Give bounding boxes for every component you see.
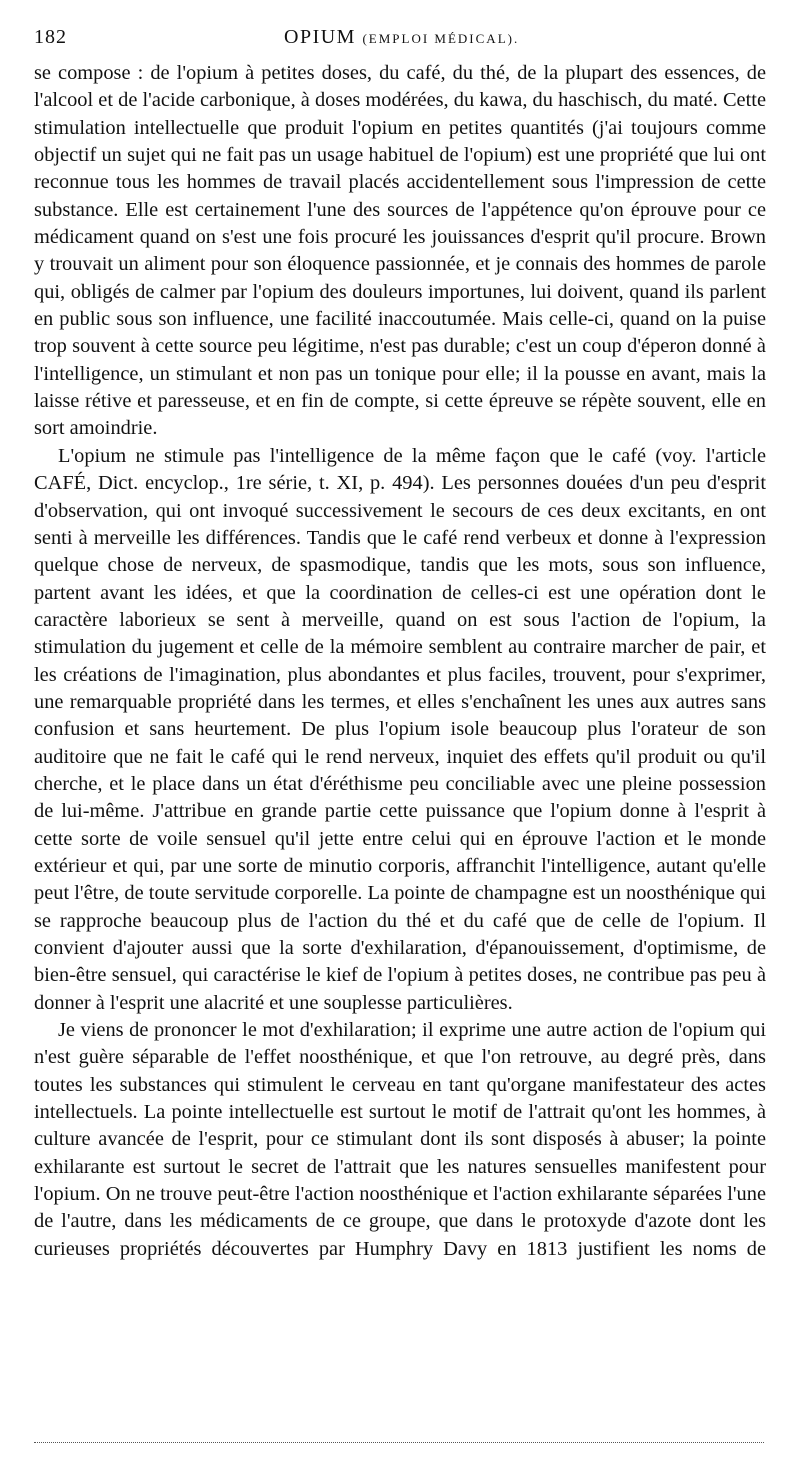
footer-dotted-rule xyxy=(34,1442,764,1443)
page-number: 182 xyxy=(34,26,67,48)
paragraph-3: Je viens de prononcer le mot d'exhilaration; il exprime une autre action de l'opium qui n'est guère séparable de l'effet noosthénique, et que l'on retrouve, au degré près, dans toutes les substances qui stimulent le cerveau en tant qu'organe manifestateur des actes intellectuels. La pointe intellectuelle est surtout le motif de l'attrait qu'ont les hommes, à culture avancée de l'esprit, pour ce stimulant dont ils sont disposés à abuser; la pointe exhilarante est surtout le secret de l'attrait que les natures sensuelles manifestent pour l'opium. On ne trouve peut-être l'action noosthénique et l'action exhilarante séparées l'une de l'autre, dans les médicaments de ce groupe, que dans le protoxyde d'azote dont les curieuses propriétés découvertes par Humphry Davy en 1813 justifient les noms de xyxy=(34,1019,766,1260)
paragraph-1: se compose : de l'opium à petites doses, du café, du thé, de la plupart des essences, de l'alcool et de l'acide carbonique, à doses modérées, du kawa, du haschisch, du maté. Cette stimulation intellectuelle que produit l'opium en petites quantités (j'ai toujours comme objectif un sujet qui ne fait pas un usage habituel de l'opium) est une propriété que lui ont reconnue tous les hommes de travail placés accidentellement sous l'impression de cette substance. Elle est certainement l'une des sources de l'appétence qu'on éprouve pour ce médicament quand on s'est une fois procuré les jouissances d'esprit qu'il procure. Brown y trouvait un aliment pour son éloquence passionnée, et je connais des hommes de parole qui, obligés de calmer par l'opium des douleurs importunes, lui doivent, quand ils parlent en public sous son influence, une facilité inaccoutumée. Mais celle-ci, quand on la puise trop souvent à cette source peu légitime, n'est pas durable; c'est un coup d'éperon donné à l'intelligence, un stimulant et non pas un tonique pour elle; il la pousse en avant, mais la laisse rétive et paresseuse, et en fin de compte, si cette épreuve se répète souvent, elle en sort amoindrie. xyxy=(34,62,766,440)
running-title-sub: (EMPLOI MÉDICAL). xyxy=(362,31,520,46)
page-header xyxy=(34,24,766,60)
running-title xyxy=(284,26,519,49)
body-text xyxy=(34,60,766,1263)
paragraph-2: L'opium ne stimule pas l'intelligence de la même façon que le café (voy. l'article CAFÉ, Dict. encyclop., 1re série, t. XI, p. 494). Les personnes douées d'un peu d'esprit d'observation, qui ont invoqué successivement le secours de ces deux excitants, en ont senti à merveille les différences. Tandis que le café rend verbeux et donne à l'expression quelque chose de nerveux, de spasmodique, tandis que les mots, sous son influence, partent avant les idées, et que la coordination de celles-ci est une opération dont le caractère laborieux se sent à merveille, quand on est sous l'action de l'opium, la stimulation du jugement et celle de la mémoire semblent au contraire marcher de pair, et les créations de l'imagination, plus abondantes et plus faciles, trouvent, pour s'exprimer, une remarquable propriété dans les termes, et elles s'enchaînent les unes aux autres sans confusion et sans heurtement. De plus l'opium isole beaucoup plus l'orateur de son auditoire que ne fait le café qui le rend nerveux, inquiet des effets qu'il produit ou qu'il cherche, et le place dans un état d'éréthisme peu conciliable avec une pleine possession de lui-même. J'attribue en grande partie cette puissance que l'opium donne à l'esprit à cette sorte de voile sensuel qu'il jette entre celui qui en éprouve l'action et le monde extérieur et qui, par une sorte de minutio corporis, affranchit l'intelligence, autant qu'elle peut l'être, de toute servitude corporelle. La pointe de champagne est un noosthénique qui se rapproche beaucoup plus de l'action du thé et du café que de celle de l'opium. Il convient d'ajouter aussi que la sorte d'exhilaration, d'épanouissement, d'optimisme, de bien-être sensuel, qui caractérise le kief de l'opium à petites doses, ne contribue pas peu à donner à l'esprit une alacrité et une souplesse particulières. xyxy=(34,444,766,1014)
document-page xyxy=(34,24,766,1263)
running-title-main: OPIUM xyxy=(284,26,356,48)
